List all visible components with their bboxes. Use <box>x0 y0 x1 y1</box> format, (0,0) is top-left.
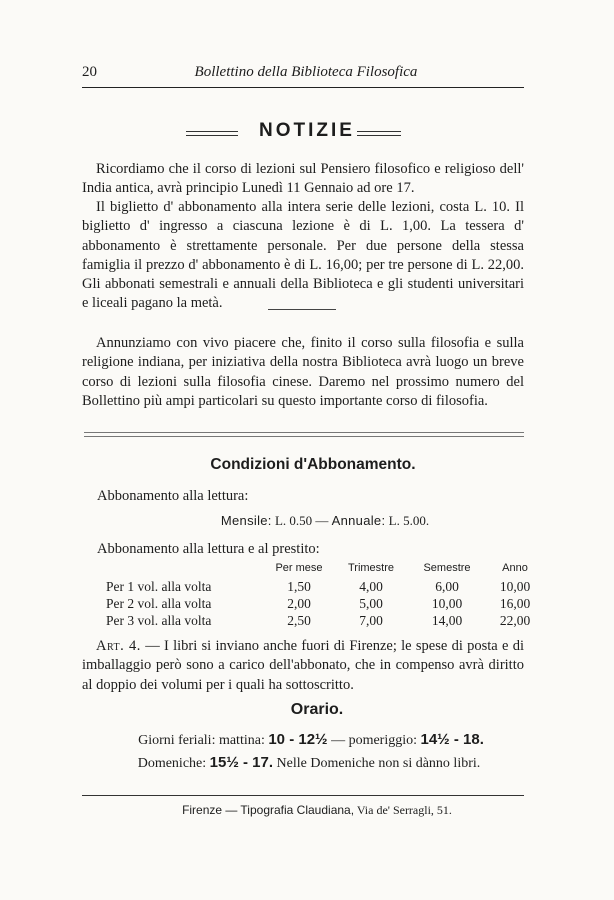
table-header-cell <box>106 561 266 578</box>
sundays-hours: 15½ - 17. <box>209 754 274 771</box>
weekdays-afternoon-hours: 14½ - 18. <box>420 731 484 748</box>
notizie-paragraph-3: Annunziamo con vivo piacere che, finito il corso sulla filosofia e sulla religione indiana, per iniziativa della nostra Biblioteca avrà luogo un breve corso di lezioni sulla filosofia cinese. Daremo nel prossimo numero del Bollettino più ampi particolari su questo importante corso di filosofia. <box>82 335 524 409</box>
table-cell: Per 2 vol. alla volta <box>106 596 212 611</box>
table-cell: 1,50 <box>287 579 311 594</box>
conditions-title: Condizioni d'Abbonamento. <box>210 456 416 473</box>
table-header-cell: Anno <box>502 562 528 574</box>
table-cell: 10,00 <box>431 596 463 611</box>
weekday-hours <box>0 731 614 749</box>
reading-prices <box>0 513 614 529</box>
article-text: — I libri si inviano anche fuori di Firenze; le spese di posta e di imballaggio però sono a carico dell'abbonato, che in compenso avrà diritto al doppio dei volumi per i quali ha sottoscritto. <box>82 638 524 693</box>
running-title: Bollettino della Biblioteca Filosofica <box>194 64 418 80</box>
reading-subscription-label: Abbonamento alla lettura: <box>97 488 249 504</box>
monthly-label: Mensile: <box>220 513 272 528</box>
page-number: 20 <box>82 64 97 80</box>
page-header <box>82 64 524 84</box>
weekdays-morning-hours: 10 - 12½ <box>268 731 328 748</box>
table-cell: 10,00 <box>499 579 531 594</box>
table-cell: 6,00 <box>435 579 459 594</box>
table-header-cell: Semestre <box>423 562 471 574</box>
table-cell: 4,00 <box>359 579 383 594</box>
double-divider <box>84 432 524 437</box>
table-header-cell: Trimestre <box>347 562 395 574</box>
price-separator: — <box>315 513 329 528</box>
table-cell: 2,50 <box>287 613 311 628</box>
annual-price: L. 5.00. <box>388 513 430 528</box>
table-cell: 16,00 <box>499 596 531 611</box>
afternoon-label: — pomeriggio: <box>331 733 417 748</box>
title-ornament-right <box>357 131 401 136</box>
table-header-cell: Per mese <box>275 562 323 574</box>
imprint-address: Via de' Serragli, 51. <box>356 803 452 817</box>
weekdays-label: Giorni feriali: mattina: <box>138 733 265 748</box>
article-label: Art. 4. <box>96 638 141 654</box>
section-divider <box>268 309 336 310</box>
sundays-note: Nelle Domeniche non si dànno libri. <box>276 756 481 771</box>
article-4-note <box>82 637 524 695</box>
table-cell: 7,00 <box>359 613 383 628</box>
table-cell: Per 3 vol. alla volta <box>106 613 212 628</box>
annual-label: Annuale: <box>331 513 386 528</box>
table-row <box>106 612 546 629</box>
notizie-title: NOTIZIE <box>259 120 355 141</box>
table-cell: 22,00 <box>499 613 531 628</box>
imprint-city: Firenze — <box>182 803 238 817</box>
table-row <box>106 595 546 612</box>
lending-subscription-label: Abbonamento alla lettura e al prestito: <box>97 541 320 557</box>
orario-title: Orario. <box>290 701 344 718</box>
footer-rule <box>82 795 524 796</box>
table-cell: 2,00 <box>287 596 311 611</box>
table-cell: 5,00 <box>359 596 383 611</box>
table-cell: 14,00 <box>431 613 463 628</box>
notizie-paragraph-1: Ricordiamo che il corso di lezioni sul Pensiero filosofico e religioso dell' India antica, avrà principio Lunedì 11 Gennaio ad ore 17. <box>82 161 524 197</box>
monthly-price: L. 0.50 <box>274 513 313 528</box>
printer-imprint <box>0 803 614 818</box>
table-row <box>106 578 546 595</box>
sundays-label: Domeniche: <box>137 756 207 771</box>
price-table <box>106 561 546 629</box>
price-table-header <box>106 561 546 578</box>
imprint-printer: Tipografia Claudiana, <box>240 803 355 817</box>
sunday-hours <box>0 754 614 772</box>
header-rule <box>82 87 524 88</box>
table-cell: Per 1 vol. alla volta <box>106 579 212 594</box>
notizie-paragraph-2: Il biglietto d' abbonamento alla intera serie delle lezioni, costa L. 10. Il biglietto d' ingresso a ciascuna lezione è di L. 1,00. La tessera d' abbonamento è strettamente personale. Per due persone della stessa famiglia il prezzo d' abbonamento è di L. 16,00; per tre persone di L. 22,00. Gli abbonati semestrali e annuali della Biblioteca e gli studenti universitari e liceali pagano la metà. <box>82 199 524 312</box>
